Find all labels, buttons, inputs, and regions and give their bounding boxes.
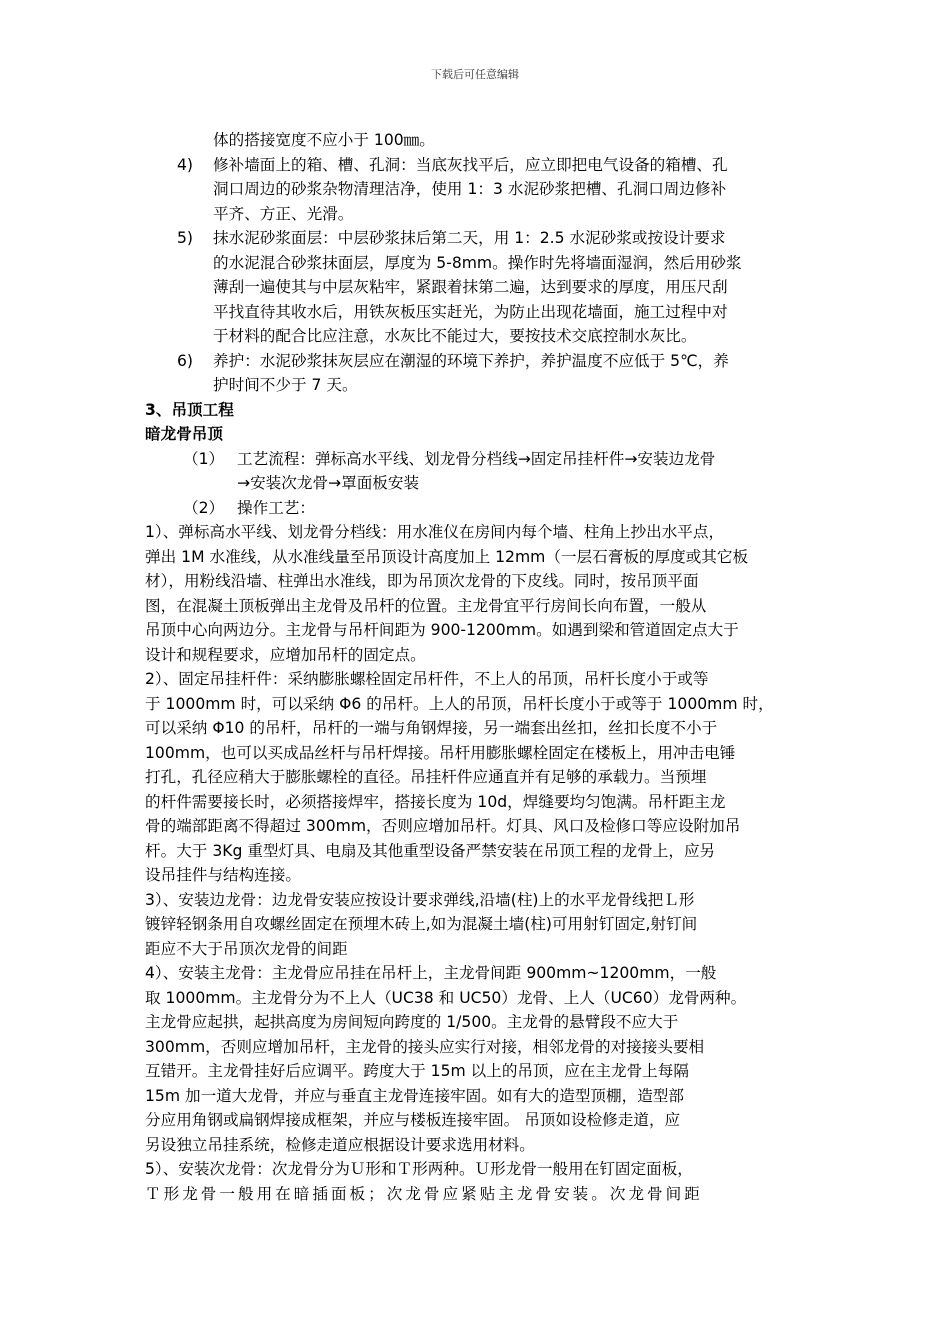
line-text: →安装次龙骨→罩面板安装 — [237, 474, 420, 492]
line-text: 互错开。主龙骨挂好后应调平。跨度大于 15m 以上的吊顶，应在主龙骨上每隔 — [145, 1062, 689, 1080]
paragraph-line — [145, 300, 855, 325]
paragraph-line — [145, 643, 855, 668]
line-text: 于 1000mm 时，可以采纳 Φ6 的吊杆。上人的吊顶，吊杆长度小于或等于 1000mm 时， — [145, 694, 774, 713]
paragraph-line — [145, 961, 855, 986]
paragraph-line — [145, 1133, 855, 1158]
line-text: 距应不大于吊顶次龙骨的间距 — [145, 939, 348, 958]
list-item-text: 养护：水泥砂浆抹灰层应在潮湿的环境下养护，养护温度不应低于 5℃，养 — [213, 351, 729, 370]
paragraph-line — [145, 839, 855, 864]
list-item — [145, 349, 855, 374]
line-text: Ｔ形龙骨一般用在暗插面板；次龙骨应紧贴主龙骨安装。次龙骨间距 — [145, 1184, 703, 1203]
list-item-number: （1） — [183, 449, 225, 468]
list-item — [145, 226, 855, 251]
line-text: 平齐、方正、光滑。 — [213, 204, 354, 223]
line-text: 5）、安装次龙骨：次龙骨分为Ｕ形和Ｔ形两种。Ｕ形龙骨一般用在钉固定面板， — [145, 1160, 693, 1178]
line-text: 平找直待其收水后，用铁灰板压实赶光，为防止出现花墙面，施工过程中对 — [213, 302, 728, 321]
paragraph-line — [145, 937, 855, 962]
line-text: 3）、安装边龙骨：边龙骨安装应按设计要求弹线,沿墙(柱)上的水平龙骨线把Ｌ形 — [145, 890, 695, 909]
paragraph-line — [145, 373, 855, 398]
paragraph-line — [145, 814, 855, 839]
line-text: 的杆件需要接长时，必须搭接焊牢，搭接长度为 10d，焊缝要均匀饱满。吊杆距主龙 — [145, 792, 726, 811]
paragraph-line — [145, 716, 855, 741]
list-item-number: 5) — [177, 229, 194, 247]
paragraph-line — [145, 790, 855, 815]
line-text: 100mm，也可以买成品丝杆与吊杆焊接。吊杆用膨胀螺栓固定在楼板上，用冲击电锤 — [145, 743, 736, 762]
line-text: 2）、固定吊挂杆件：采纳膨胀螺栓固定吊杆件，不上人的吊顶，吊杆长度小于或等 — [145, 670, 709, 688]
line-text: 300mm，否则应增加吊杆，主龙骨的接头应实行对接，相邻龙骨的对接接头要相 — [145, 1037, 705, 1056]
line-text: 另设独立吊挂系统，检修走道应根据设计要求选用材料。 — [145, 1135, 535, 1154]
line-text: 弹出 1M 水准线，从水准线量至吊顶设计高度加上 12mm（一层石膏板的厚度或其它板 — [145, 547, 749, 566]
paragraph-line — [145, 618, 855, 643]
paragraph-line — [145, 863, 855, 888]
header-note: 下载后可任意编辑 — [431, 68, 519, 81]
paragraph-line — [145, 594, 855, 619]
paragraph-line — [145, 765, 855, 790]
paragraph-line — [145, 177, 855, 202]
paragraph-line — [145, 1010, 855, 1035]
list-item-text: 修补墙面上的箱、槽、孔洞：当底灰找平后，应立即把电气设备的箱槽、孔 — [213, 155, 728, 174]
paragraph-line — [145, 128, 855, 153]
line-text: 骨的端部距离不得超过 300mm，否则应增加吊杆。灯具、风口及检修口等应设附加吊 — [145, 817, 741, 835]
paragraph-line — [145, 741, 855, 766]
line-text: 于材料的配合比应注意，水灰比不能过大，要按技术交底控制水灰比。 — [213, 327, 697, 345]
paragraph-line — [145, 1059, 855, 1084]
line-text: 的水泥混合砂浆抹面层，厚度为 5-8mm。操作时先将墙面湿润，然后用砂浆 — [213, 253, 742, 272]
paragraph-line — [145, 986, 855, 1011]
paragraph-line — [145, 569, 855, 594]
paragraph-line — [145, 912, 855, 937]
paragraph-line — [145, 471, 855, 496]
line-text: 杆。大于 3Kg 重型灯具、电扇及其他重型设备严禁安装在吊顶工程的龙骨上，应另 — [145, 841, 716, 860]
line-text: 设计和规程要求，应增加吊杆的固定点。 — [145, 645, 426, 664]
paragraph-line — [145, 1157, 855, 1182]
list-item — [145, 447, 855, 472]
paragraph-line — [145, 251, 855, 276]
line-text: 吊顶中心向两边分。主龙骨与吊杆间距为 900-1200mm。如遇到梁和管道固定点大于 — [145, 621, 739, 639]
list-item-number: 6) — [177, 351, 194, 370]
section-heading — [145, 422, 855, 447]
paragraph-line — [145, 545, 855, 570]
line-text: 3、吊顶工程 — [145, 400, 234, 419]
list-item-number: （2） — [183, 498, 225, 517]
line-text: 镀锌轻钢条用自攻螺丝固定在预埋木砖上,如为混凝土墙(柱)可用射钉固定,射钉间 — [145, 915, 698, 933]
line-text: 取 1000mm。主龙骨分为不上人（UC38 和 UC50）龙骨、上人（UC60）龙骨两种。 — [145, 988, 747, 1007]
list-item-text: 工艺流程：弹标高水平线、划龙骨分档线→固定吊挂杆件→安装边龙骨 — [237, 449, 716, 468]
line-text: 打孔，孔径应稍大于膨胀螺栓的直径。吊挂杆件应通直并有足够的承载力。当预埋 — [145, 768, 707, 786]
line-text: 材），用粉线沿墙、柱弹出水准线，即为吊顶次龙骨的下皮线。同时，按吊顶平面 — [145, 572, 699, 590]
line-text: 15m 加一道大龙骨，并应与垂直主龙骨连接牢固。如有大的造型顶棚，造型部 — [145, 1086, 684, 1105]
line-text: 体的搭接宽度不应小于 100㎜。 — [213, 131, 435, 149]
paragraph-line — [145, 520, 855, 545]
line-text: 主龙骨应起拱，起拱高度为房间短向跨度的 1/500。主龙骨的悬臂段不应大于 — [145, 1013, 679, 1031]
paragraph-line — [145, 1035, 855, 1060]
line-text: 1）、弹标高水平线、划龙骨分档线：用水准仪在房间内每个墙、柱角上抄出水平点， — [145, 523, 725, 541]
document-body — [145, 128, 855, 1206]
paragraph-line — [145, 202, 855, 227]
paragraph-line — [145, 275, 855, 300]
list-item-text: 抹水泥砂浆面层：中层砂浆抹后第二天，用 1：2.5 水泥砂浆或按设计要求 — [213, 229, 726, 247]
paragraph-line — [145, 667, 855, 692]
line-text: 4）、安装主龙骨：主龙骨应吊挂在吊杆上，主龙骨间距 900mm~1200mm，一般 — [145, 964, 717, 982]
line-text: 护时间不少于 7 天。 — [213, 376, 358, 394]
list-item — [145, 153, 855, 178]
line-text: 图，在混凝土顶板弹出主龙骨及吊杆的位置。主龙骨宜平行房间长向布置，一般从 — [145, 596, 707, 615]
line-text: 洞口周边的砂浆杂物清理洁净，使用 1：3 水泥砂浆把槽、孔洞口周边修补 — [213, 180, 727, 198]
list-item-text: 操作工艺： — [237, 498, 315, 517]
line-text: 暗龙骨吊顶 — [145, 425, 223, 443]
list-item — [145, 496, 855, 521]
list-item-number: 4) — [177, 155, 194, 174]
paragraph-line — [145, 692, 855, 717]
section-heading — [145, 398, 855, 423]
paragraph-line — [145, 1108, 855, 1133]
line-text: 薄刮一遍使其与中层灰粘牢，紧跟着抹第二遍，达到要求的厚度，用压尺刮 — [213, 278, 728, 296]
paragraph-line — [145, 324, 855, 349]
line-text: 设吊挂件与结构连接。 — [145, 866, 301, 884]
paragraph-line — [145, 1084, 855, 1109]
paragraph-line — [145, 1182, 855, 1207]
line-text: 可以采纳 Φ10 的吊杆，吊杆的一端与角钢焊接，另一端套出丝扣，丝扣长度不小于 — [145, 719, 718, 737]
line-text: 分应用角钢或扁钢焊接成框架，并应与楼板连接牢固。 吊顶如设检修走道，应 — [145, 1111, 681, 1129]
paragraph-line — [145, 888, 855, 913]
